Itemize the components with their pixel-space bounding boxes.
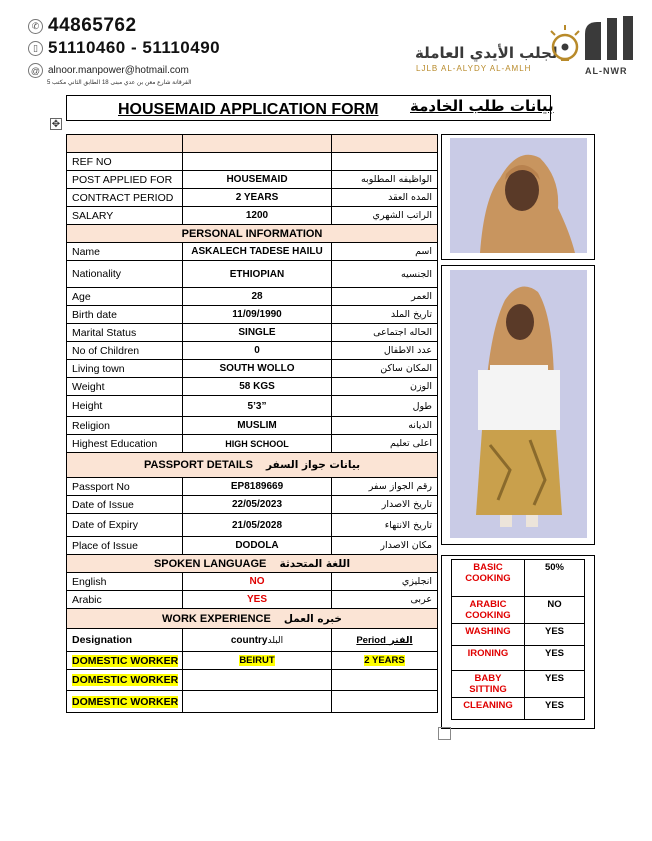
field-value: ETHIOPIAN (183, 261, 332, 288)
field-value: 22/05/2023 (183, 496, 332, 514)
field-label-arabic: عدد الاطفال (332, 342, 438, 360)
table-row (67, 189, 438, 207)
field-label-arabic (332, 153, 438, 171)
field-label: REF NO (67, 153, 183, 171)
field-label-arabic: الراتب الشهري (332, 207, 438, 225)
field-value: SINGLE (183, 324, 332, 342)
portrait-photo (450, 138, 587, 253)
mobile-icon: ▯ (28, 41, 43, 56)
field-label: Name (67, 243, 183, 261)
language-header-ar: اللغة المتحدثة (279, 557, 351, 570)
field-label-arabic: الوزن (332, 378, 438, 396)
skill-name: IRONING (452, 646, 525, 671)
table-row (67, 514, 438, 537)
field-label: Highest Education (67, 435, 183, 453)
field-value: DODOLA (183, 537, 332, 555)
table-row (67, 478, 438, 496)
table-row (67, 537, 438, 555)
skill-name: ARABIC COOKING (452, 597, 525, 624)
field-label-arabic: عربى (332, 591, 438, 609)
field-label: Age (67, 288, 183, 306)
table-row (67, 417, 438, 435)
table-row (67, 691, 438, 713)
experience-country (183, 670, 332, 691)
table-row (67, 153, 438, 171)
table-row (67, 396, 438, 417)
logo-brand-text: AL-NWR (585, 66, 628, 76)
section-header-language (67, 555, 438, 573)
field-value: 5’3” (183, 396, 332, 417)
experience-period: 2 YEARS (364, 655, 405, 666)
section-header-personal: PERSONAL INFORMATION (67, 225, 438, 243)
field-label: Religion (67, 417, 183, 435)
field-value: 58 KGS (183, 378, 332, 396)
field-value: 21/05/2028 (183, 514, 332, 537)
skill-row (452, 560, 585, 597)
field-label-arabic: الحاله اجتماعى (332, 324, 438, 342)
experience-country (183, 691, 332, 713)
table-row (67, 342, 438, 360)
passport-header-ar: بيانات جواز السفر (266, 459, 361, 471)
skill-value: YES (525, 646, 585, 671)
field-label: Arabic (67, 591, 183, 609)
field-label: Date of Issue (67, 496, 183, 514)
experience-header-en: WORK EXPERIENCE (162, 612, 271, 625)
field-value: 1200 (183, 207, 332, 225)
email-row (28, 63, 189, 78)
skill-name: BABY SITTING (452, 671, 525, 698)
field-label-arabic: مكان الاصدار (332, 537, 438, 555)
skill-value: 50% (525, 560, 585, 597)
office-address: الفرقانة شارع معن بن عدي مبنى 18 الطابق الثاني مكتب 5 (47, 80, 192, 86)
field-label: Weight (67, 378, 183, 396)
logo-latin-text: LJLB AL-ALYDY AL-AMLH (416, 64, 532, 73)
table-row (67, 652, 438, 670)
col-period: Period (356, 634, 386, 646)
fullbody-photo (450, 270, 587, 538)
experience-country: BEIRUT (239, 655, 275, 666)
skill-value: YES (525, 624, 585, 646)
table-row (67, 306, 438, 324)
table-row (67, 591, 438, 609)
table-resize-handle[interactable] (438, 727, 451, 740)
form-title-english: HOUSEMAID APPLICATION FORM (118, 101, 379, 118)
skill-name: BASIC COOKING (452, 560, 525, 597)
field-label: Passport No (67, 478, 183, 496)
email-icon: @ (28, 63, 43, 78)
experience-designation: DOMESTIC WORKER (72, 654, 179, 667)
skill-value: YES (525, 698, 585, 720)
skill-value: NO (525, 597, 585, 624)
col-country: country (230, 634, 268, 646)
table-row (67, 435, 438, 453)
experience-period (332, 691, 438, 713)
field-label-arabic: المده العقد (332, 189, 438, 207)
field-label: English (67, 573, 183, 591)
table-row (67, 243, 438, 261)
skill-row (452, 597, 585, 624)
table-row (67, 360, 438, 378)
table-row (67, 670, 438, 691)
table-row (67, 171, 438, 189)
skill-value: YES (525, 671, 585, 698)
table-row (67, 288, 438, 306)
field-label-arabic: تاريخ الانتهاء (332, 514, 438, 537)
col-designation: Designation (67, 629, 183, 652)
skill-row (452, 698, 585, 720)
phone-icon: ✆ (28, 19, 43, 34)
skill-row (452, 646, 585, 671)
logo-arabic-text: لجلب الأيدي العاملة (415, 44, 558, 62)
fullbody-image-icon (450, 270, 587, 538)
phone-secondary: 51110460 - 51110490 (48, 38, 221, 57)
field-value: 0 (183, 342, 332, 360)
field-label: Marital Status (67, 324, 183, 342)
field-label-arabic: الجنسيه (332, 261, 438, 288)
table-row (67, 496, 438, 514)
section-header-passport (67, 453, 438, 478)
field-value (183, 153, 332, 171)
field-value: HOUSEMAID (183, 171, 332, 189)
experience-header-ar: خبره العمل (283, 612, 342, 625)
experience-designation: DOMESTIC WORKER (72, 674, 179, 686)
field-value: 2 YEARS (183, 189, 332, 207)
field-label: Date of Expiry (67, 514, 183, 537)
field-label-arabic: رقم الجواز سفر (332, 478, 438, 496)
experience-column-headers (67, 629, 438, 652)
table-row (67, 135, 438, 153)
skill-name: CLEANING (452, 698, 525, 720)
company-logo-icon (545, 14, 643, 68)
field-label-arabic: طول (332, 396, 438, 417)
field-label: Living town (67, 360, 183, 378)
col-period-ar: الفتر (389, 634, 413, 646)
field-label-arabic: الواظيفه المطلوبه (332, 171, 438, 189)
skill-row (452, 671, 585, 698)
field-label-arabic: العمر (332, 288, 438, 306)
field-label: CONTRACT PERIOD (67, 189, 183, 207)
field-label-arabic: انجليزي (332, 573, 438, 591)
passport-header-en: PASSPORT DETAILS (143, 459, 253, 471)
phone-main-row (28, 15, 137, 37)
field-value: NO (183, 573, 332, 591)
field-value: HIGH SCHOOL (183, 435, 332, 453)
portrait-image-icon (450, 138, 587, 253)
field-label: Nationality (67, 261, 183, 288)
field-value: YES (183, 591, 332, 609)
field-value: 11/09/1990 (183, 306, 332, 324)
field-label-arabic: اسم (332, 243, 438, 261)
table-row (67, 324, 438, 342)
email-address: alnoor.manpower@hotmail.com (48, 65, 189, 76)
field-value: 28 (183, 288, 332, 306)
field-value: SOUTH WOLLO (183, 360, 332, 378)
field-label: POST APPLIED FOR (67, 171, 183, 189)
phone-main: 44865762 (48, 15, 137, 36)
table-row (67, 573, 438, 591)
field-label: SALARY (67, 207, 183, 225)
field-label-arabic: تاريخ الاصدار (332, 496, 438, 514)
field-value: EP8189669 (183, 478, 332, 496)
table-row (67, 378, 438, 396)
application-table (66, 134, 438, 713)
skill-row (452, 624, 585, 646)
field-value: ASKALECH TADESE HAILU (183, 243, 332, 261)
field-label: Birth date (67, 306, 183, 324)
field-label: No of Children (67, 342, 183, 360)
skill-name: WASHING (452, 624, 525, 646)
experience-period (332, 670, 438, 691)
table-row (67, 261, 438, 288)
section-header-experience (67, 609, 438, 629)
experience-designation: DOMESTIC WORKER (72, 695, 179, 708)
field-label-arabic: تاريخ الملد (332, 306, 438, 324)
form-title-arabic: بيانات طلب الخادمة (410, 97, 554, 115)
table-row (67, 207, 438, 225)
table-move-handle-icon[interactable]: ✥ (51, 119, 61, 130)
language-header-en: SPOKEN LANGUAGE (153, 557, 267, 570)
field-label-arabic: الديانه (332, 417, 438, 435)
field-label-arabic: المكان ساكن (332, 360, 438, 378)
phone-secondary-row (28, 38, 220, 58)
field-label: Place of Issue (67, 537, 183, 555)
field-value: MUSLIM (183, 417, 332, 435)
skills-table (451, 559, 585, 720)
field-label-arabic: اعلى تعليم (332, 435, 438, 453)
col-country-ar: البلد (267, 635, 284, 646)
field-label: Height (67, 396, 183, 417)
